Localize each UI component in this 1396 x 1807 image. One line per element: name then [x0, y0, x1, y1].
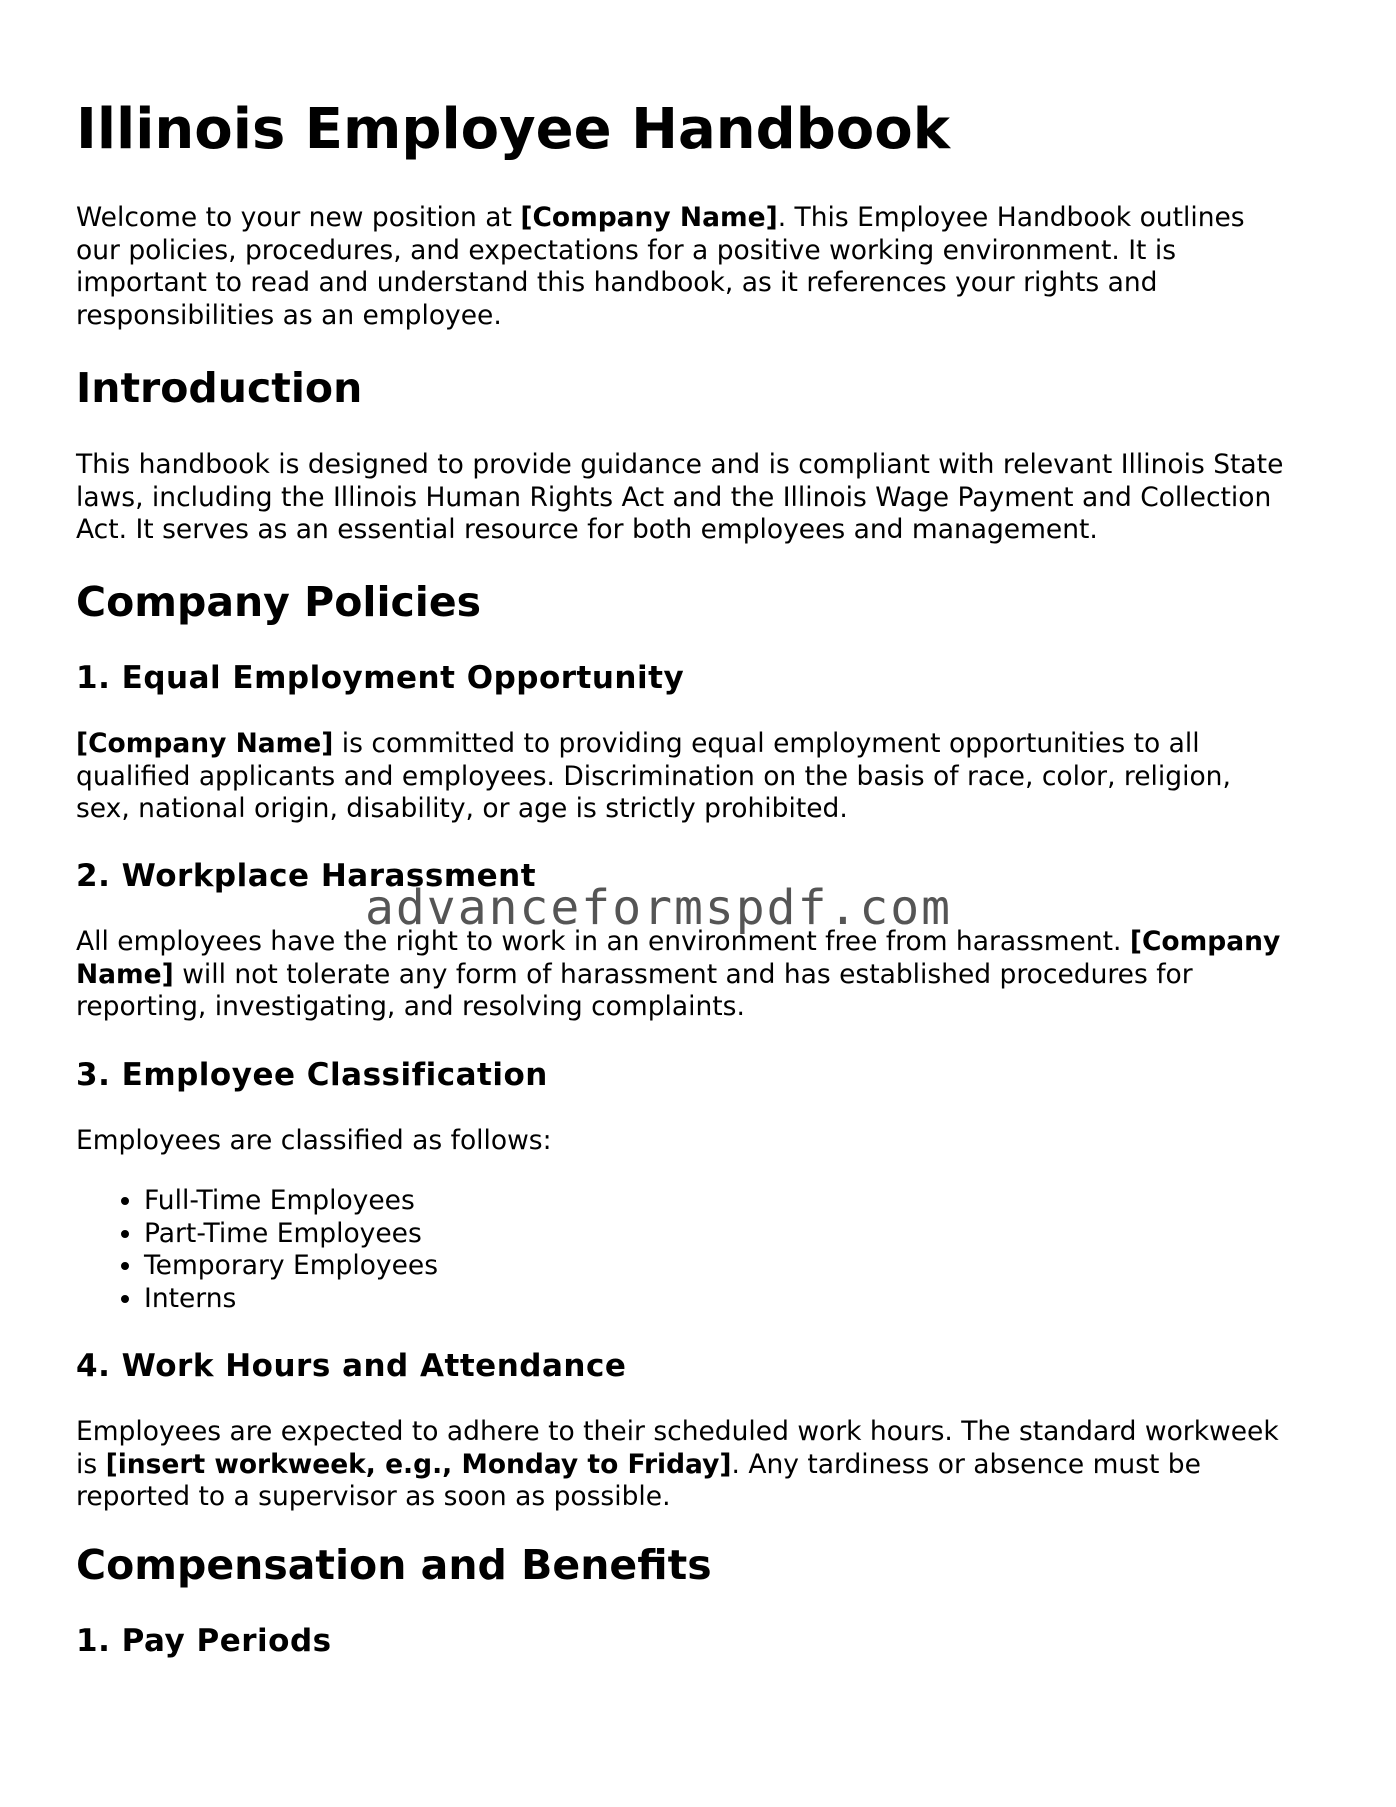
workweek-placeholder: [insert workweek, e.g., Monday to Friday]: [105, 1448, 732, 1480]
classification-heading: 3. Employee Classification: [76, 1057, 548, 1093]
list-item: • Part-Time Employees: [144, 1218, 438, 1251]
list-item: • Full-Time Employees: [144, 1185, 438, 1218]
harassment-paragraph: All employees have the right to work in an environment free from harassment. [Company Name] will not tolerate any form of harassment and has established procedures for reporting, investigating, and resolving complaints.: [76, 926, 1281, 1022]
company-name-placeholder: [Company Name]: [520, 202, 778, 233]
introduction-paragraph: This handbook is designed to provide guidance and is compliant with relevant Illinois State laws, including the Illinois Human Rights Act and the Illinois Wage Payment and Collection Act. It serves as an essential resource for both employees and management.: [76, 449, 1284, 545]
work-hours-heading: 4. Work Hours and Attendance: [76, 1348, 627, 1384]
document-title: Illinois Employee Handbook: [76, 97, 950, 162]
eeo-paragraph: [Company Name] is committed to providing equal employment opportunities to all qualified applicants and employees. Discrimination on the basis of race, color, religion, sex, national origin, disability, or age is strictly prohibited.: [76, 728, 1231, 824]
welcome-paragraph: Welcome to your new position at [Company Name]. This Employee Handbook outlines our policies, procedures, and expectations for a positive working environment. It is important to read and understand this handbook, as it references your rights and responsibilities as an employee.: [76, 202, 1245, 331]
list-item: • Temporary Employees: [144, 1250, 438, 1283]
list-item: • Interns: [144, 1283, 438, 1316]
company-policies-heading: Company Policies: [76, 578, 482, 626]
classification-paragraph: Employees are classified as follows:: [76, 1125, 552, 1156]
introduction-heading: Introduction: [76, 364, 363, 412]
harassment-heading: 2. Workplace Harassment: [76, 858, 537, 894]
company-name-placeholder: [Company Name]: [76, 728, 334, 759]
pay-periods-heading: 1. Pay Periods: [76, 1623, 332, 1659]
compensation-heading: Compensation and Benefits: [76, 1541, 712, 1589]
classification-list: [76, 1185, 438, 1315]
company-name-placeholder: [Company: [1129, 926, 1281, 957]
eeo-heading: 1. Equal Employment Opportunity: [76, 660, 685, 696]
watermark-text: advanceformspdf.com: [365, 880, 953, 936]
work-hours-paragraph: Employees are expected to adhere to their scheduled work hours. The standard workweek is [insert workweek, e.g., Monday to Friday]. Any tardiness or absence must be reported to a supervisor as soon as possible.: [76, 1416, 1279, 1512]
